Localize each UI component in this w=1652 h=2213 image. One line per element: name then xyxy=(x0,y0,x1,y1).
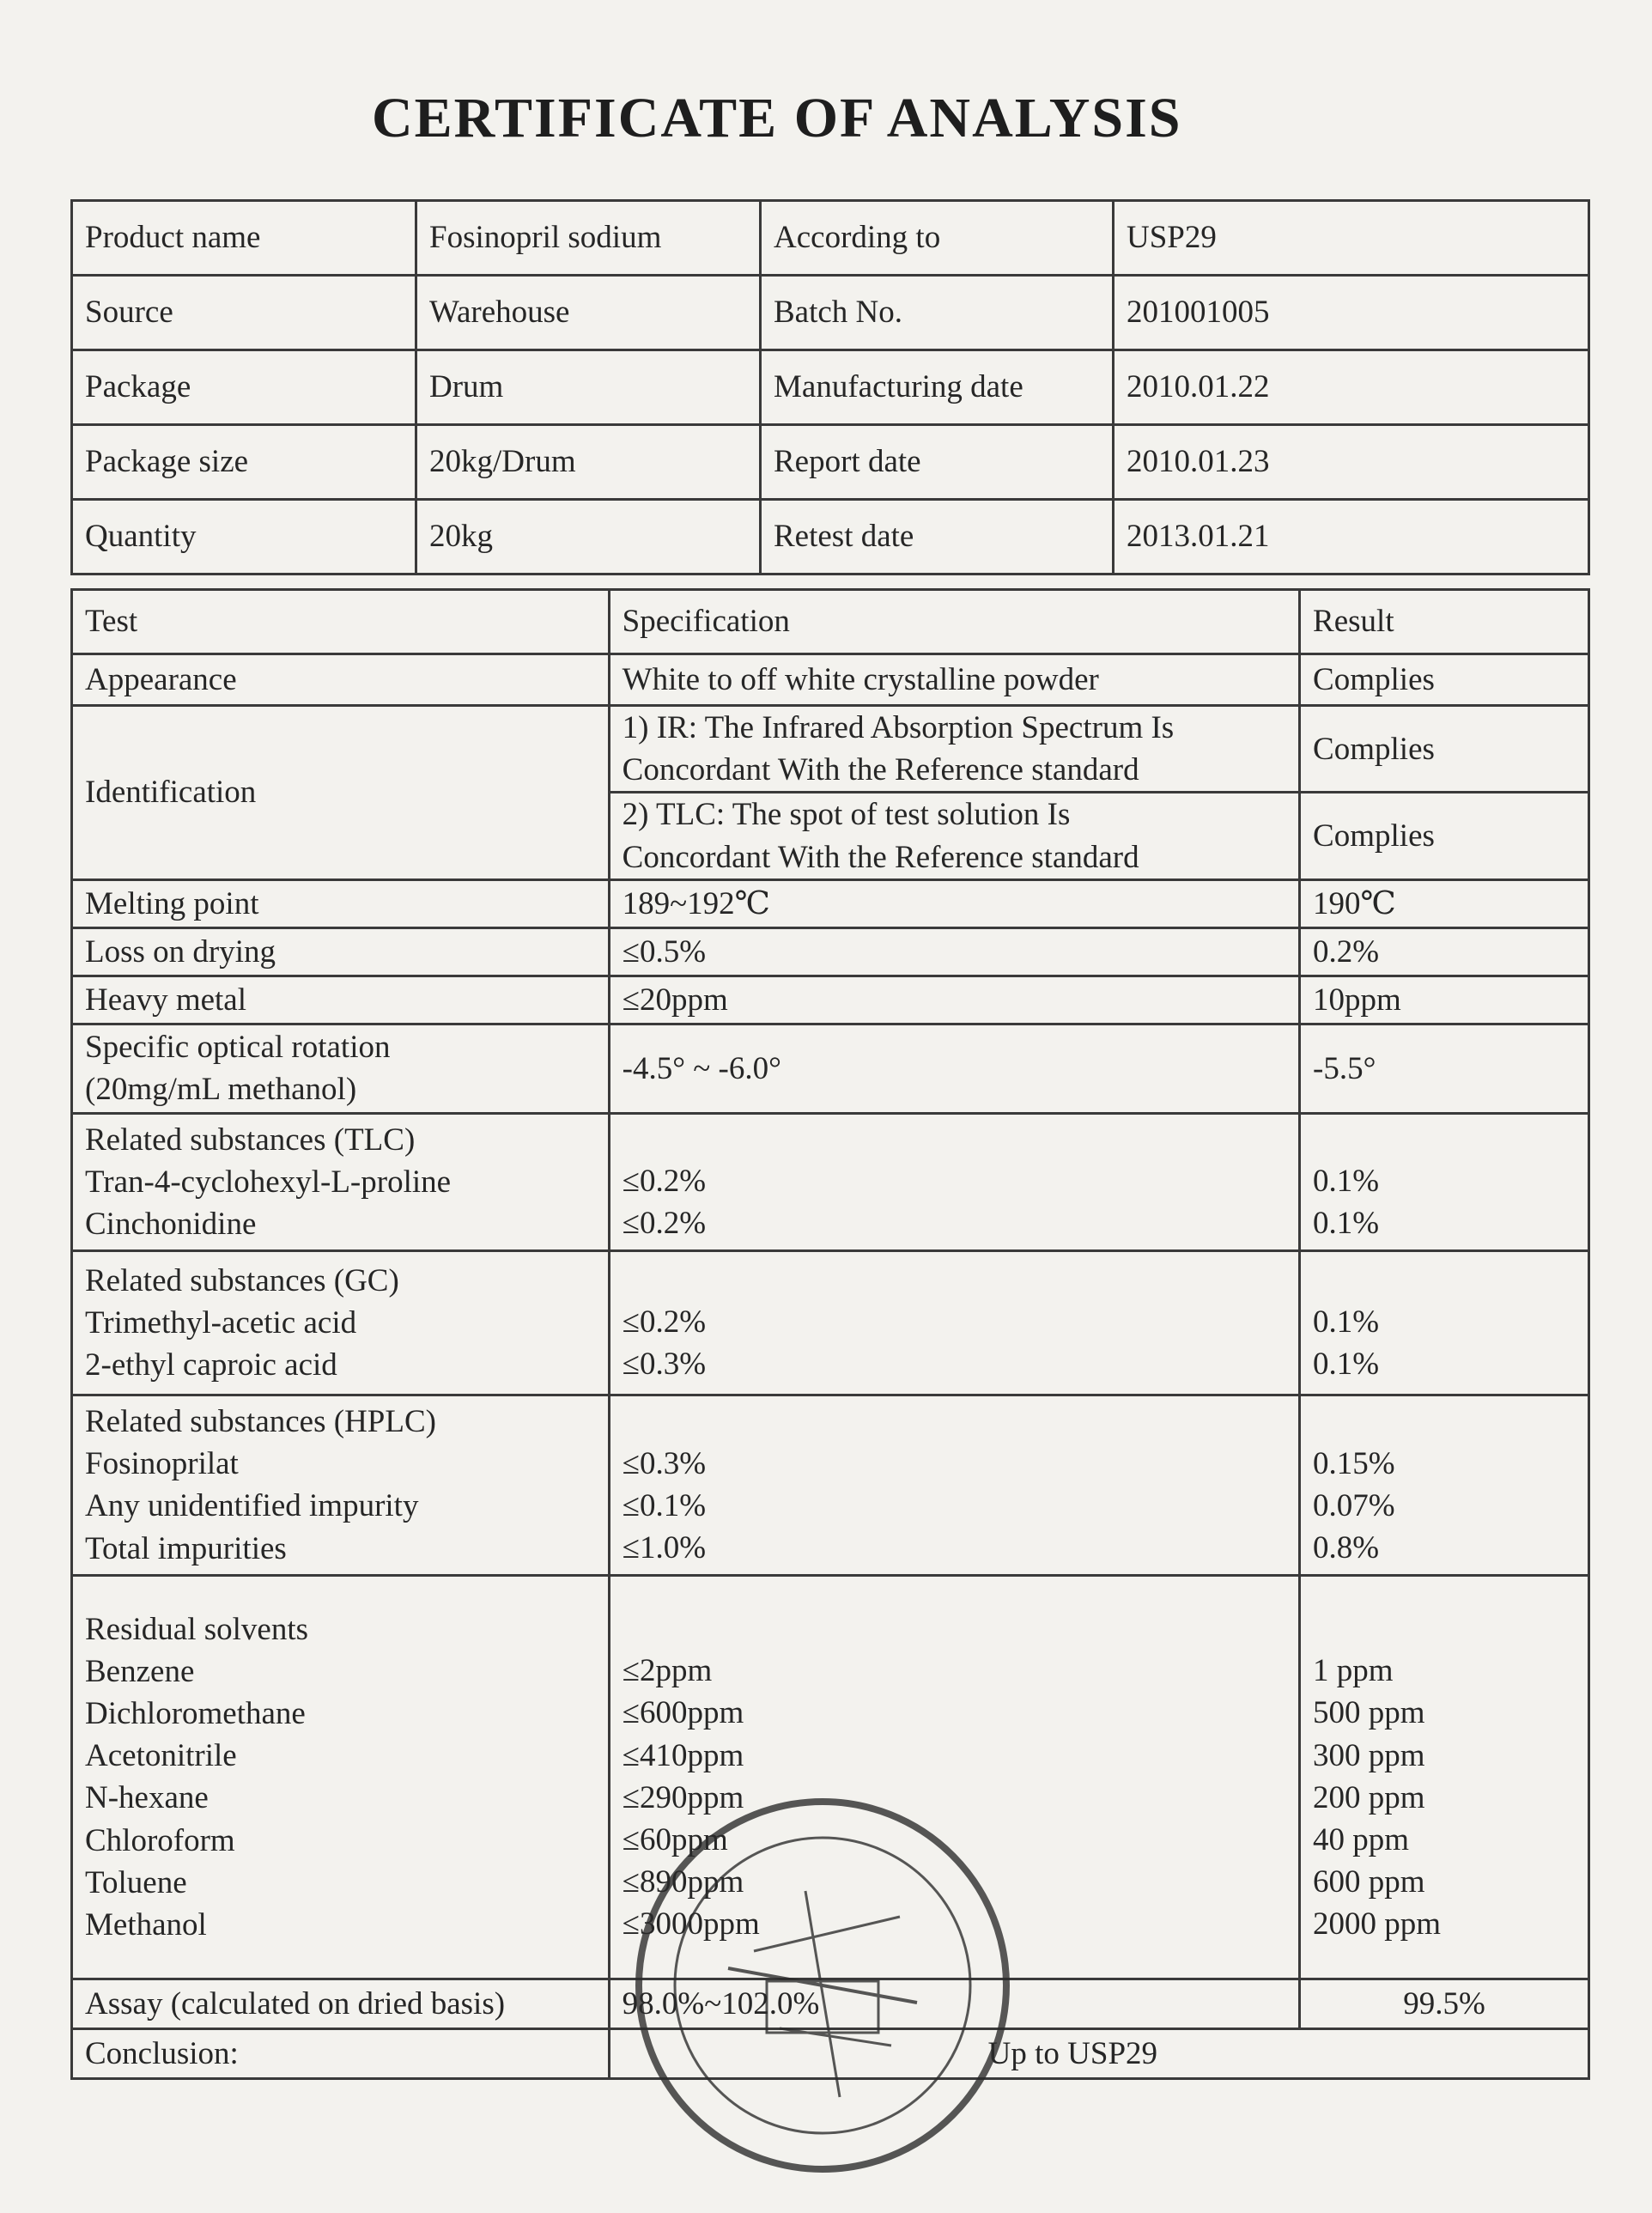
tlc-id-spec-line-1: 2) TLC: The spot of test solution Is xyxy=(622,797,1071,833)
hplc-item: Fosinoprilat xyxy=(85,1446,239,1482)
identification-test: Identification xyxy=(72,706,610,880)
table-header-row xyxy=(72,590,1589,654)
info-row xyxy=(72,425,1589,500)
solvent-item: N-hexane xyxy=(85,1780,209,1816)
tlc-result: 0.1% xyxy=(1313,1164,1380,1200)
residual-solvents-test xyxy=(72,1575,610,1979)
gc-related-spec xyxy=(609,1250,1299,1395)
optical-rotation-test xyxy=(72,1024,610,1113)
info-row xyxy=(72,350,1589,425)
table-row xyxy=(72,1113,1589,1250)
gc-related-result xyxy=(1300,1250,1589,1395)
tlc-result: 0.1% xyxy=(1313,1206,1380,1242)
gc-heading: Related substances (GC) xyxy=(85,1262,399,1298)
conclusion-value: Up to USP29 xyxy=(609,2028,1588,2078)
according-value: USP29 xyxy=(1114,201,1589,276)
solvent-spec: ≤2ppm xyxy=(622,1653,713,1689)
hplc-result: 0.8% xyxy=(1313,1529,1380,1566)
table-row xyxy=(72,976,1589,1024)
melting-point-result: 190℃ xyxy=(1300,879,1589,927)
table-row xyxy=(72,1024,1589,1113)
heavy-metal-spec: ≤20ppm xyxy=(609,976,1299,1024)
package-value: Drum xyxy=(416,350,761,425)
test-column-header: Test xyxy=(72,590,610,654)
solvent-result: 500 ppm xyxy=(1313,1695,1425,1731)
product-name-label: Product name xyxy=(72,201,416,276)
hplc-heading: Related substances (HPLC) xyxy=(85,1403,436,1439)
hplc-result: 0.07% xyxy=(1313,1487,1395,1523)
spacer xyxy=(623,1401,1286,1443)
tlc-item: Cinchonidine xyxy=(85,1206,257,1242)
conclusion-label: Conclusion: xyxy=(72,2028,610,2078)
package-size-value: 20kg/Drum xyxy=(416,425,761,500)
report-date-label: Report date xyxy=(761,425,1114,500)
solvent-result: 300 ppm xyxy=(1313,1737,1425,1773)
loss-on-drying-test: Loss on drying xyxy=(72,927,610,976)
optical-rotation-spec: -4.5° ~ -6.0° xyxy=(609,1024,1299,1113)
gc-result: 0.1% xyxy=(1313,1347,1380,1383)
tlc-spec: ≤0.2% xyxy=(622,1206,707,1242)
package-size-label: Package size xyxy=(72,425,416,500)
heavy-metal-result: 10ppm xyxy=(1300,976,1589,1024)
tlc-id-spec-line-2: Concordant With the Reference standard xyxy=(622,839,1139,875)
appearance-spec: White to off white crystalline powder xyxy=(609,654,1299,706)
company-seal-stamp xyxy=(625,1788,1020,2183)
assay-spec: 98.0%~102.0% xyxy=(609,1979,1299,2028)
spacer xyxy=(1313,1260,1576,1301)
solvent-item: Acetonitrile xyxy=(85,1738,237,1774)
manufacturing-date-value: 2010.01.22 xyxy=(1114,350,1589,425)
retest-date-value: 2013.01.21 xyxy=(1114,500,1589,575)
spacer xyxy=(623,1119,1286,1160)
product-info-table xyxy=(70,199,1590,575)
solvent-item: Methanol xyxy=(85,1906,207,1942)
solvent-item: Dichloromethane xyxy=(85,1695,306,1731)
batch-label: Batch No. xyxy=(761,276,1114,350)
optical-rotation-result: -5.5° xyxy=(1300,1024,1589,1113)
solvent-spec: ≤60ppm xyxy=(622,1821,728,1857)
spacer xyxy=(1313,1119,1576,1160)
hplc-item: Total impurities xyxy=(85,1530,287,1566)
tlc-related-test xyxy=(72,1113,610,1250)
loss-on-drying-result: 0.2% xyxy=(1300,927,1589,976)
ir-spec-line-1: 1) IR: The Infrared Absorption Spectrum Is xyxy=(622,710,1175,745)
package-label: Package xyxy=(72,350,416,425)
solvent-spec: ≤890ppm xyxy=(622,1864,744,1900)
hplc-spec: ≤0.1% xyxy=(622,1487,707,1523)
report-date-value: 2010.01.23 xyxy=(1114,425,1589,500)
solvents-heading: Residual solvents xyxy=(85,1611,309,1647)
hplc-related-test xyxy=(72,1395,610,1575)
solvent-result: 200 ppm xyxy=(1313,1779,1425,1815)
loss-on-drying-spec: ≤0.5% xyxy=(609,927,1299,976)
table-row xyxy=(72,654,1589,706)
solvent-spec: ≤600ppm xyxy=(622,1695,744,1731)
gc-result: 0.1% xyxy=(1313,1304,1380,1341)
solvent-result: 2000 ppm xyxy=(1313,1906,1442,1942)
optical-rotation-line-1: Specific optical rotation xyxy=(85,1030,391,1066)
manufacturing-date-label: Manufacturing date xyxy=(761,350,1114,425)
info-row xyxy=(72,276,1589,350)
optical-rotation-line-2: (20mg/mL methanol) xyxy=(85,1072,357,1108)
tlc-related-result xyxy=(1300,1113,1589,1250)
hplc-spec: ≤0.3% xyxy=(622,1445,707,1481)
spacer xyxy=(1313,1608,1576,1650)
gc-item: Trimethyl-acetic acid xyxy=(85,1304,357,1341)
hplc-related-result xyxy=(1300,1395,1589,1575)
hplc-item: Any unidentified impurity xyxy=(85,1488,419,1524)
table-row xyxy=(72,1250,1589,1395)
quantity-value: 20kg xyxy=(416,500,761,575)
spacer xyxy=(623,1608,1286,1650)
solvent-spec: ≤3000ppm xyxy=(622,1906,760,1942)
batch-value: 201001005 xyxy=(1114,276,1589,350)
solvent-item: Chloroform xyxy=(85,1822,235,1858)
hplc-related-spec xyxy=(609,1395,1299,1575)
solvent-spec: ≤290ppm xyxy=(622,1779,744,1815)
gc-item: 2-ethyl caproic acid xyxy=(85,1347,337,1383)
melting-point-spec: 189~192℃ xyxy=(609,879,1299,927)
hplc-spec: ≤1.0% xyxy=(622,1529,707,1566)
hplc-result: 0.15% xyxy=(1313,1445,1395,1481)
according-label: According to xyxy=(761,201,1114,276)
ir-spec xyxy=(609,706,1299,793)
spacer xyxy=(623,1260,1286,1301)
gc-spec: ≤0.3% xyxy=(622,1347,707,1383)
assay-test: Assay (calculated on dried basis) xyxy=(72,1979,610,2028)
quantity-label: Quantity xyxy=(72,500,416,575)
tlc-item: Tran-4-cyclohexyl-L-proline xyxy=(85,1164,452,1200)
info-row xyxy=(72,500,1589,575)
table-row xyxy=(72,879,1589,927)
gc-spec: ≤0.2% xyxy=(622,1304,707,1341)
spec-column-header: Specification xyxy=(609,590,1299,654)
solvent-spec: ≤410ppm xyxy=(622,1737,744,1773)
product-name-value: Fosinopril sodium xyxy=(416,201,761,276)
melting-point-test: Melting point xyxy=(72,879,610,927)
tlc-id-result: Complies xyxy=(1300,793,1589,879)
result-column-header: Result xyxy=(1300,590,1589,654)
tlc-related-spec xyxy=(609,1113,1299,1250)
solvent-item: Benzene xyxy=(85,1653,195,1689)
source-label: Source xyxy=(72,276,416,350)
table-row xyxy=(72,927,1589,976)
info-row xyxy=(72,201,1589,276)
solvent-result: 1 ppm xyxy=(1313,1653,1394,1689)
assay-result: 99.5% xyxy=(1300,1979,1589,2028)
tlc-heading: Related substances (TLC) xyxy=(85,1122,416,1158)
table-row xyxy=(72,706,1589,793)
table-row xyxy=(72,1395,1589,1575)
gc-related-test xyxy=(72,1250,610,1395)
ir-result: Complies xyxy=(1300,706,1589,793)
tlc-spec: ≤0.2% xyxy=(622,1164,707,1200)
solvent-item: Toluene xyxy=(85,1864,187,1900)
appearance-test: Appearance xyxy=(72,654,610,706)
heavy-metal-test: Heavy metal xyxy=(72,976,610,1024)
ir-spec-line-2: Concordant With the Reference standard xyxy=(622,752,1139,788)
spacer xyxy=(1313,1401,1576,1443)
solvent-result: 40 ppm xyxy=(1313,1821,1410,1857)
document-title: CERTIFICATE OF ANALYSIS xyxy=(372,87,1182,149)
residual-solvents-result xyxy=(1300,1575,1589,1979)
tlc-id-spec xyxy=(609,793,1299,879)
source-value: Warehouse xyxy=(416,276,761,350)
solvent-result: 600 ppm xyxy=(1313,1864,1425,1900)
appearance-result: Complies xyxy=(1300,654,1589,706)
retest-date-label: Retest date xyxy=(761,500,1114,575)
